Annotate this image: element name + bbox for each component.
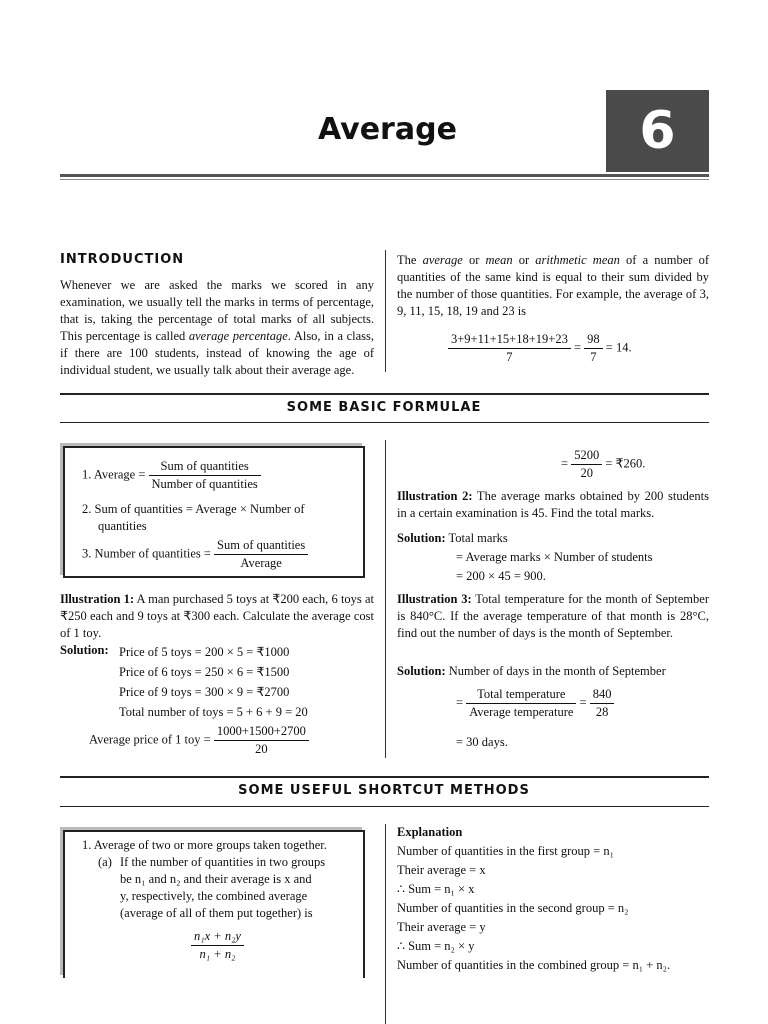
basic-formulae-heading: SOME BASIC FORMULAE: [286, 400, 482, 415]
illustration-3-equation: = $\frac{\text{Total temperature}}{\text{Average temperature}}$ = $\frac{840}{28}$: [456, 686, 614, 721]
illustration-1-steps: Price of 5 toys = 200 × 5 = ₹1000 Price of 6 toys = 250 × 6 = ₹1500 Price of 9 toys = 300 × 9 = ₹2700 Total number of toys = 5 + 6 + 9 = 20: [119, 645, 308, 719]
definition-paragraph: The average or mean or arithmetic mean of a number of quantities of the same kind is equal to their sum divided by the number of those quantities. For example, the average of 3, 9, 11, 15, 18, 19 and 23 is: [397, 253, 709, 318]
section-rule: [60, 776, 709, 778]
illustration-2-solution: Solution: Total marks = Average marks × Number of students = 200 × 45 = 900.: [397, 531, 653, 583]
introduction-heading: INTRODUCTION: [60, 252, 185, 267]
shortcut-item-1: 1. Average of two or more groups taken together. (a) If the number of quantities in two groups be n₁ and n₂ and their average is x and y, respectively, the combined average (average of all of them put together) is: [82, 838, 327, 920]
illustration-3-solution: Solution: Number of days in the month of September: [397, 664, 666, 678]
formula-sum: 2. Sum of quantities = Average × Number of quantities: [82, 502, 305, 533]
header-rule: [60, 174, 709, 177]
section-rule-bottom: [60, 422, 709, 423]
illustration-3: Illustration 3: Total temperature for the month of September is 840°C. If the average temperature of that month is 28°C, find out the number of days is the month of September.: [397, 592, 709, 640]
formula-average: 1. Average = $\frac{\text{Sum of quantities}}{\text{Number of quantities}}$: [82, 458, 261, 493]
illustration-1-solution: Solution:: [60, 643, 109, 657]
chapter-number-box: [606, 90, 709, 172]
example-equation: $\frac{3+9+11+15+18+19+23}{7}$ = $\frac{98}{7}$ = 14.: [448, 331, 632, 366]
shortcut-methods-heading: SOME USEFUL SHORTCUT METHODS: [238, 783, 530, 798]
section-rule-bottom: [60, 806, 709, 807]
chapter-number: 6: [639, 101, 676, 161]
formula-number: 3. Number of quantities = $\frac{\text{Sum of quantities}}{\text{Average}}$: [82, 537, 308, 572]
column-divider: [385, 250, 386, 372]
explanation: Explanation Number of quantities in the first group = n₁ Their average = x ∴ Sum = n₁ × x Number of quantities in the second group = n₂ Their average = y ∴ Sum = n₂ × y Number of quantities in the combined group = n₁ + n₂.: [397, 825, 671, 972]
section-rule: [60, 393, 709, 395]
introduction-paragraph: Whenever we are asked the marks we scored in any examination, we usually tell the marks in terms of percentage, that is, taking the percentage of total marks of all subjects. This percentage is called average percentage. Also, in a class, if there are 100 students, instead of knowing the age of individual student, we usually talk about their average age.: [60, 278, 375, 377]
column-divider: [385, 824, 386, 1024]
column-divider: [385, 440, 386, 758]
chapter-title: Average: [318, 112, 457, 147]
illustration-1: Illustration 1: A man purchased 5 toys at ₹200 each, 6 toys at ₹250 each and 9 toys at ₹300 each. Calculate the average cost of 1 toy.: [60, 592, 375, 640]
illustration-1-average: Average price of 1 toy = $\frac{1000+1500+2700}{20}$: [89, 723, 309, 758]
header-rule-thin: [60, 179, 709, 180]
illustration-2: Illustration 2: The average marks obtained by 200 students in a certain examination is 45. Find the total marks.: [397, 489, 709, 520]
illustration-3-result: = 30 days.: [456, 735, 508, 749]
combined-average-formula: $\frac{\text{n₁x + n₂y}}{\text{n₁ + n₂}}$: [191, 928, 244, 963]
illustration-1-result: = $\frac{5200}{20}$ = ₹260.: [561, 448, 646, 480]
